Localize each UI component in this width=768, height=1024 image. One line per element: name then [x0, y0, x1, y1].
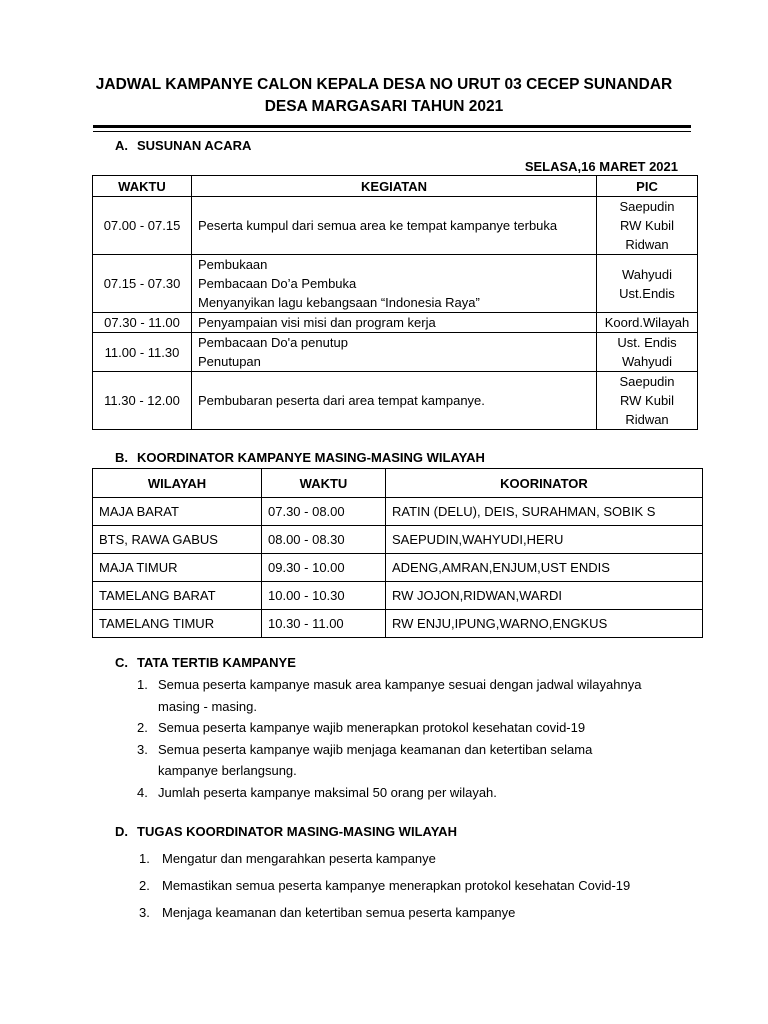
activity-line: Penutupan: [198, 354, 261, 369]
wilayah-cell: MAJA TIMUR: [93, 554, 262, 582]
coordinator-row: [93, 582, 703, 610]
rule-item: [137, 739, 677, 782]
item-text: kampanye berlangsung.: [158, 763, 297, 778]
duty-item: [139, 904, 679, 922]
section-d-title: TUGAS KOORDINATOR MASING-MASING WILAYAH: [137, 824, 457, 839]
item-number: 1.: [137, 677, 148, 692]
schedule-row: [93, 372, 698, 430]
item-text: Memastikan semua peserta kampanye menerapkan protokol kesehatan Covid-19: [162, 878, 631, 893]
activity-line: Peserta kumpul dari semua area ke tempat kampanye terbuka: [198, 218, 558, 233]
item-number: 2.: [139, 878, 150, 893]
coordinator-row: [93, 610, 703, 638]
pic-name: Koord.Wilayah: [604, 315, 690, 330]
pic-name: RW Kubil: [620, 393, 674, 408]
schedule-header-row: [93, 176, 698, 197]
schedule-table: [92, 175, 698, 430]
schedule-activity: [192, 372, 597, 430]
schedule-time: 07.00 - 07.15: [93, 197, 192, 255]
item-text: Semua peserta kampanye wajib menerapkan protokol kesehatan covid-19: [158, 720, 586, 735]
rules-list: [137, 674, 677, 803]
section-b-letter: B.: [115, 450, 128, 465]
schedule-pic: [597, 197, 698, 255]
header-wilayah: WILAYAH: [93, 469, 262, 498]
item-number: 4.: [137, 784, 148, 800]
item-number: 3.: [137, 741, 148, 757]
section-a-heading: [115, 138, 251, 154]
item-number: 3.: [139, 905, 150, 920]
item-text: Semua peserta kampanye wajib menjaga keamanan dan ketertiban selama: [158, 741, 593, 757]
item-text: masing - masing.: [158, 698, 257, 714]
pic-name: Wahyudi: [621, 354, 673, 369]
koordinator-cell: RATIN (DELU), DEIS, SURAHMAN, SOBIK S: [386, 498, 703, 526]
coordinator-row: [93, 526, 703, 554]
waktu-cell: 09.30 - 10.00: [262, 554, 386, 582]
coordinator-header-row: [93, 469, 703, 498]
pic-name: Ridwan: [625, 412, 669, 427]
section-a-letter: A.: [115, 138, 128, 153]
header-koorinator: KOORINATOR: [386, 469, 703, 498]
schedule-time: 07.15 - 07.30: [93, 255, 192, 313]
schedule-row: [93, 333, 698, 372]
title-divider-thick: [93, 125, 691, 128]
section-d-letter: D.: [115, 824, 128, 839]
pic-name: Ust. Endis: [617, 335, 677, 350]
wilayah-cell: MAJA BARAT: [93, 498, 262, 526]
title-divider-thin: [93, 131, 691, 132]
schedule-pic: [597, 255, 698, 313]
header-waktu: WAKTU: [93, 176, 192, 197]
schedule-time: 11.30 - 12.00: [93, 372, 192, 430]
waktu-cell: 10.00 - 10.30: [262, 582, 386, 610]
item-number: 1.: [139, 851, 150, 866]
activity-line: Pembacaan Do'a penutup: [198, 335, 348, 350]
header-waktu: WAKTU: [262, 469, 386, 498]
schedule-time: 07.30 - 11.00: [93, 313, 192, 333]
event-date: SELASA,16 MARET 2021: [524, 159, 678, 174]
activity-line: Pembubaran peserta dari area tempat kampanye.: [198, 393, 485, 408]
koordinator-cell: RW JOJON,RIDWAN,WARDI: [386, 582, 703, 610]
item-number: 2.: [137, 720, 148, 735]
section-c-letter: C.: [115, 655, 128, 670]
wilayah-cell: TAMELANG TIMUR: [93, 610, 262, 638]
koordinator-cell: SAEPUDIN,WAHYUDI,HERU: [386, 526, 703, 554]
schedule-row: [93, 255, 698, 313]
pic-name: RW Kubil: [620, 218, 674, 233]
waktu-cell: 08.00 - 08.30: [262, 526, 386, 554]
rule-item: [137, 674, 677, 717]
schedule-activity: [192, 333, 597, 372]
wilayah-cell: TAMELANG BARAT: [93, 582, 262, 610]
koordinator-cell: RW ENJU,IPUNG,WARNO,ENGKUS: [386, 610, 703, 638]
pic-name: Ridwan: [625, 237, 669, 252]
rule-item: [137, 717, 677, 739]
waktu-cell: 10.30 - 11.00: [262, 610, 386, 638]
schedule-activity: [192, 197, 597, 255]
document-title-line-1: JADWAL KAMPANYE CALON KEPALA DESA NO URUT 03 CECEP SUNANDAR: [95, 76, 673, 93]
pic-name: Wahyudi: [621, 266, 673, 282]
activity-line: Pembukaan: [198, 257, 268, 272]
section-c-heading: [115, 655, 296, 671]
pic-name: Saepudin: [619, 199, 675, 214]
duty-item: [139, 850, 679, 868]
header-kegiatan: KEGIATAN: [192, 176, 597, 197]
item-text: Semua peserta kampanye masuk area kampanye sesuai dengan jadwal wilayahnya: [158, 677, 642, 692]
schedule-row: [93, 197, 698, 255]
schedule-activity: [192, 313, 597, 333]
schedule-time: 11.00 - 11.30: [93, 333, 192, 372]
item-text: Mengatur dan mengarahkan peserta kampanye: [162, 851, 436, 866]
section-d-heading: [115, 824, 457, 840]
section-b-title: KOORDINATOR KAMPANYE MASING-MASING WILAYAH: [137, 450, 485, 465]
pic-name: Saepudin: [619, 374, 675, 389]
schedule-pic: [597, 313, 698, 333]
activity-line: Menyanyikan lagu kebangsaan “Indonesia Raya”: [198, 295, 480, 310]
section-c-title: TATA TERTIB KAMPANYE: [137, 655, 296, 670]
header-pic: PIC: [597, 176, 698, 197]
schedule-pic: [597, 333, 698, 372]
item-text: Menjaga keamanan dan ketertiban semua peserta kampanye: [162, 905, 516, 920]
koordinator-cell: ADENG,AMRAN,ENJUM,UST ENDIS: [386, 554, 703, 582]
schedule-activity: [192, 255, 597, 313]
coordinator-table: [92, 468, 703, 638]
coordinator-row: [93, 554, 703, 582]
activity-line: Penyampaian visi misi dan program kerja: [198, 315, 436, 330]
waktu-cell: 07.30 - 08.00: [262, 498, 386, 526]
rule-item: [137, 782, 677, 804]
coordinator-row: [93, 498, 703, 526]
duty-item: [139, 877, 679, 895]
activity-line: Pembacaan Do’a Pembuka: [198, 276, 357, 291]
schedule-row: [93, 313, 698, 333]
duties-list: [139, 850, 679, 931]
schedule-pic: [597, 372, 698, 430]
wilayah-cell: BTS, RAWA GABUS: [93, 526, 262, 554]
item-text: Jumlah peserta kampanye maksimal 50 orang per wilayah.: [158, 784, 497, 800]
pic-name: Ust.Endis: [619, 285, 675, 301]
document-title-line-2: DESA MARGASARI TAHUN 2021: [264, 98, 504, 115]
section-a-title: SUSUNAN ACARA: [137, 138, 252, 153]
section-b-heading: [115, 450, 485, 466]
